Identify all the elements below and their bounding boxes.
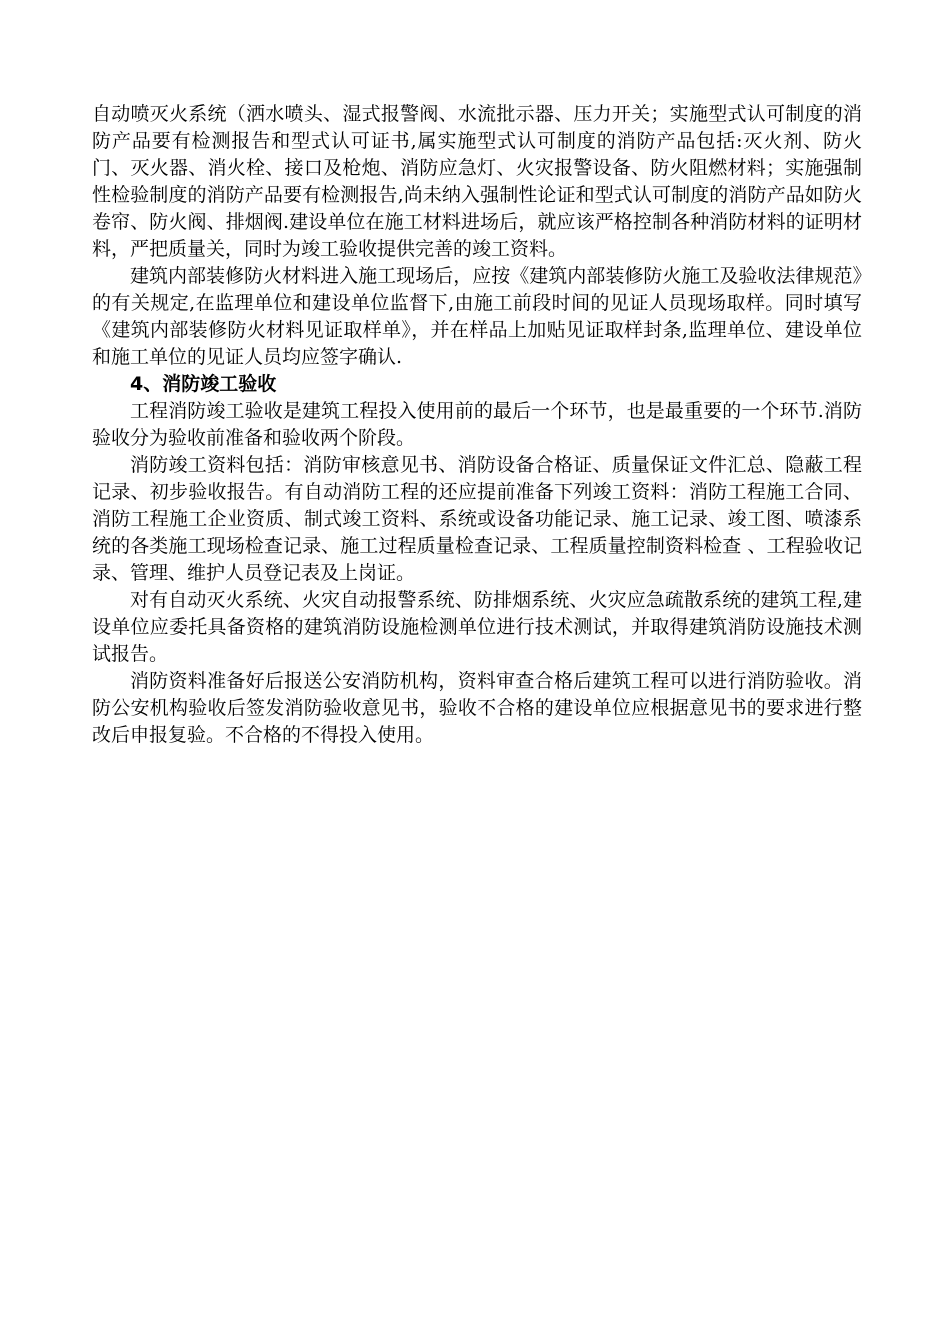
paragraph-fire-products: 自动喷灭火系统（洒水喷头、湿式报警阀、水流批示器、压力开关；实施型式认可制度的消防产品要有检测报告和型式认可证书,属实施型式认可制度的消防产品包括:灭火剂、防火门、灭火器、消火栓、接口及枪炮、消防应急灯、火灾报警设备、防火阻燃材料；实施强制性检验制度的消防产品要有检测报告,尚未纳入强制性论证和型式认可制度的消防产品如防火卷帘、防火阀、排烟阀.建设单位在施工材料进场后，就应该严格控制各种消防材料的证明材料，严把质量关，同时为竣工验收提供完善的竣工资料。 xyxy=(92,103,862,260)
paragraph-decoration-materials: 建筑内部装修防火材料进入施工现场后，应按《建筑内部装修防火施工及验收法律规范》的有关规定,在监理单位和建设单位监督下,由施工前段时间的见证人员现场取样。同时填写《建筑内部装修防火材料见证取样单》，并在样品上加贴见证取样封条,监理单位、建设单位和施工单位的见证人员均应签字确认. xyxy=(92,265,862,368)
paragraph-submission-review: 消防资料准备好后报送公安消防机构，资料审查合格后建筑工程可以进行消防验收。消防公安机构验收后签发消防验收意见书，验收不合格的建设单位应根据意见书的要求进行整改后申报复验。不合格的不得投入使用。 xyxy=(92,670,862,746)
document-page xyxy=(92,101,862,749)
paragraph-completion-documents: 消防竣工资料包括：消防审核意见书、消防设备合格证、质量保证文件汇总、隐蔽工程记录、初步验收报告。有自动消防工程的还应提前准备下列竣工资料：消防工程施工合同、消防工程施工企业资质、制式竣工资料、系统或设备功能记录、施工记录、竣工图、喷漆系统的各类施工现场检查记录、施工过程质量检查记录、工程质量控制资料检查 、工程验收记录、管理、维护人员登记表及上岗证。 xyxy=(92,454,862,584)
section-heading-completion-acceptance: 4、消防竣工验收 xyxy=(130,373,277,395)
paragraph-technical-testing: 对有自动灭火系统、火灾自动报警系统、防排烟系统、火灾应急疏散系统的建筑工程,建设单位应委托具备资格的建筑消防设施检测单位进行技术测试，并取得建筑消防设施技术测试报告。 xyxy=(92,589,862,665)
paragraph-acceptance-overview: 工程消防竣工验收是建筑工程投入使用前的最后一个环节，也是最重要的一个环节.消防验收分为验收前准备和验收两个阶段。 xyxy=(92,400,862,449)
